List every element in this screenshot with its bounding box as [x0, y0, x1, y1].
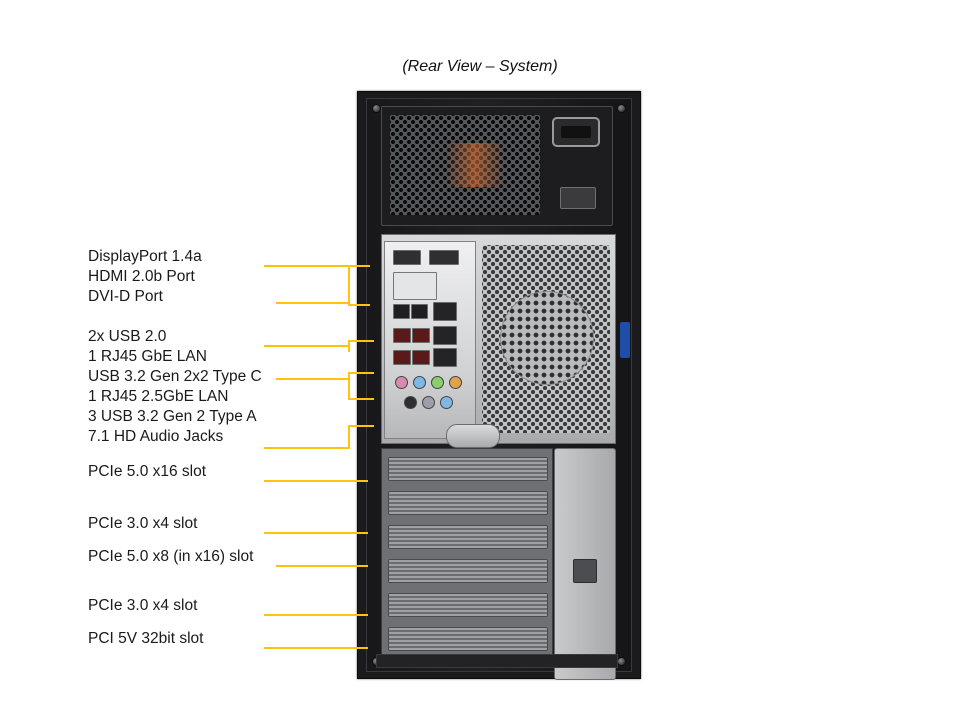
displayport-port — [393, 250, 421, 265]
rear-fan-vent — [482, 245, 610, 433]
motherboard-backplate — [381, 234, 616, 444]
usb-3-2-type-a-port — [412, 328, 430, 343]
leader-bracket-audio — [348, 425, 350, 447]
callout-usb32-typea: 3 USB 3.2 Gen 2 Type A — [88, 408, 257, 425]
callout-rj45-25gbe: 1 RJ45 2.5GbE LAN — [88, 388, 229, 405]
leader-line-audio-to-jacks — [348, 425, 374, 427]
screw-icon — [617, 104, 626, 113]
callout-pcie5-x8: PCIe 5.0 x8 (in x16) slot — [88, 548, 254, 565]
callout-audio: 7.1 HD Audio Jacks — [88, 428, 224, 445]
leader-line-pcie5-x16 — [264, 480, 368, 482]
audio-jack-black — [404, 396, 417, 409]
leader-line-pcie3-x4-bottom — [264, 614, 368, 616]
callout-usb20: 2x USB 2.0 — [88, 328, 167, 345]
hdmi-port — [429, 250, 459, 265]
psu-fan-logo — [445, 143, 505, 187]
io-shield — [384, 241, 476, 439]
callout-usb32-typec: USB 3.2 Gen 2x2 Type C — [88, 368, 262, 385]
leader-line-typec — [276, 378, 350, 380]
expansion-slot-cover — [388, 457, 548, 481]
computer-chassis-rear — [357, 91, 641, 679]
usb-3-2-type-a-port — [393, 350, 411, 365]
leader-line-video-to-port — [348, 265, 370, 267]
callout-rj45-gbe: 1 RJ45 GbE LAN — [88, 348, 207, 365]
psu-vent-grille — [390, 115, 540, 215]
callout-pcie5-x16: PCIe 5.0 x16 slot — [88, 463, 207, 480]
usb-2-0-port — [393, 304, 410, 319]
audio-jack-green — [431, 376, 444, 389]
usb-2-0-port — [411, 304, 428, 319]
expansion-slot-cover — [388, 593, 548, 617]
leader-bracket-io — [348, 372, 350, 398]
leader-line-dvi-to-port — [348, 304, 370, 306]
leader-line-pcie3-x4-top — [264, 532, 368, 534]
leader-line-io-bottom — [348, 398, 374, 400]
page-title: (Rear View – System) — [402, 58, 558, 75]
callout-displayport: DisplayPort 1.4a — [88, 248, 202, 265]
expansion-slot-cover — [388, 559, 548, 583]
callout-hdmi: HDMI 2.0b Port — [88, 268, 195, 285]
audio-jack-blue — [413, 376, 426, 389]
lan-port — [433, 348, 457, 367]
leader-line-audio — [264, 447, 350, 449]
callout-pci-5v: PCI 5V 32bit slot — [88, 630, 204, 647]
panel-latch[interactable] — [573, 559, 597, 583]
expansion-slot-area — [381, 448, 553, 662]
drive-cage-panel — [554, 448, 616, 680]
dvi-d-port — [393, 272, 437, 300]
power-switch[interactable] — [560, 187, 596, 209]
rj45-gbe-lan-port — [433, 302, 457, 321]
leader-line-dvid — [276, 302, 350, 304]
audio-jack-pink — [395, 376, 408, 389]
leader-line-usb20 — [264, 345, 350, 347]
leader-line-pcie5-x8 — [276, 565, 368, 567]
screw-icon — [372, 104, 381, 113]
audio-jack-side — [440, 396, 453, 409]
expansion-slot-cover — [388, 491, 548, 515]
leader-bracket-video — [348, 265, 350, 305]
leader-line-io-top — [348, 372, 374, 374]
screw-icon — [617, 657, 626, 666]
rj45-2-5gbe-lan-port — [433, 326, 457, 345]
power-supply-unit — [381, 106, 613, 226]
callout-pcie3-x4-bottom: PCIe 3.0 x4 slot — [88, 597, 198, 614]
callout-dvid: DVI-D Port — [88, 288, 163, 305]
expansion-slot-cover — [388, 525, 548, 549]
audio-jack-orange — [449, 376, 462, 389]
callout-pcie3-x4-top: PCIe 3.0 x4 slot — [88, 515, 198, 532]
thumbscrew-bracket[interactable] — [446, 424, 500, 448]
chassis-bottom-rail — [376, 654, 618, 668]
side-panel-tab[interactable] — [620, 322, 630, 358]
audio-jack-gray — [422, 396, 435, 409]
expansion-slot-cover — [388, 627, 548, 651]
leader-line-usb20-to-port — [348, 340, 374, 342]
usb-3-2-type-a-port — [412, 350, 430, 365]
leader-line-displayport — [264, 265, 350, 267]
usb-3-2-type-c-port — [393, 328, 411, 343]
leader-line-pci-5v — [264, 647, 368, 649]
power-connector-icon — [552, 117, 600, 147]
